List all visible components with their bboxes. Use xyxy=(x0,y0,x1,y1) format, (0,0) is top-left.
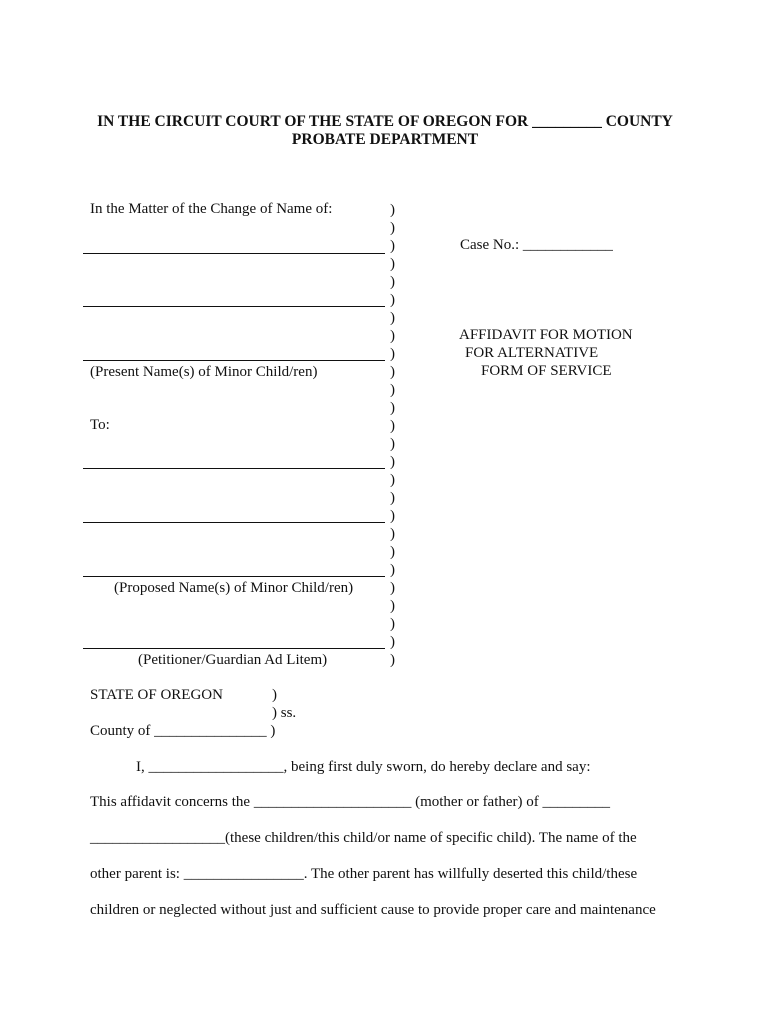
venue-ss: ) ss. xyxy=(272,705,297,721)
caption-paren: ) xyxy=(390,490,395,506)
petitioner-label: (Petitioner/Guardian Ad Litem) xyxy=(138,652,328,668)
present-name-line-2[interactable] xyxy=(83,306,385,307)
affidavit-title-line-2: FOR ALTERNATIVE xyxy=(465,345,599,361)
caption-paren: ) xyxy=(390,310,395,326)
caption-paren: ) xyxy=(390,634,395,650)
caption-paren: ) xyxy=(390,382,395,398)
caption-paren: ) xyxy=(390,436,395,452)
caption-paren: ) xyxy=(390,616,395,632)
matter-label: In the Matter of the Change of Name of: xyxy=(90,201,333,217)
to-label: To: xyxy=(90,417,110,433)
caption-paren: ) xyxy=(390,562,395,578)
department-heading: PROBATE DEPARTMENT xyxy=(291,131,479,148)
caption-paren: ) xyxy=(390,598,395,614)
caption-paren: ) xyxy=(390,526,395,542)
declaration-paragraph: I, __________________, being first duly sworn, do hereby declare and say: xyxy=(136,759,591,775)
caption-paren: ) xyxy=(390,364,395,380)
affidavit-title-line-1: AFFIDAVIT FOR MOTION xyxy=(459,327,633,343)
body-line-4: children or neglected without just and sufficient cause to provide proper care and maintenance xyxy=(90,902,656,918)
venue-paren: ) xyxy=(272,687,277,703)
caption-paren: ) xyxy=(390,292,395,308)
caption-paren: ) xyxy=(390,418,395,434)
caption-paren: ) xyxy=(390,544,395,560)
caption-paren: ) xyxy=(390,328,395,344)
proposed-name-line-2[interactable] xyxy=(83,522,385,523)
court-heading: IN THE CIRCUIT COURT OF THE STATE OF OREGON FOR _________ COUNTY xyxy=(97,113,673,130)
caption-paren: ) xyxy=(390,274,395,290)
body-line-1: This affidavit concerns the _____________________ (mother or father) of _________ xyxy=(90,794,611,810)
caption-paren: ) xyxy=(390,508,395,524)
case-number: Case No.: ____________ xyxy=(460,237,613,253)
venue-county: County of _______________ ) xyxy=(90,723,276,739)
caption-paren: ) xyxy=(390,580,395,596)
body-line-3: other parent is: ________________. The other parent has willfully deserted this child/these xyxy=(90,866,638,882)
petitioner-line[interactable] xyxy=(83,648,385,649)
venue-state: STATE OF OREGON xyxy=(90,687,223,703)
caption-paren: ) xyxy=(390,400,395,416)
caption-paren: ) xyxy=(390,238,395,254)
proposed-name-line-3[interactable] xyxy=(83,576,385,577)
present-name-line-3[interactable] xyxy=(83,360,385,361)
body-line-2: __________________(these children/this child/or name of specific child). The name of the xyxy=(90,830,637,846)
caption-paren: ) xyxy=(390,256,395,272)
proposed-name-label: (Proposed Name(s) of Minor Child/ren) xyxy=(114,580,354,596)
caption-paren: ) xyxy=(390,652,395,668)
affidavit-title-line-3: FORM OF SERVICE xyxy=(481,363,612,379)
caption-paren: ) xyxy=(390,220,395,236)
present-name-line-1[interactable] xyxy=(83,253,385,254)
caption-paren: ) xyxy=(390,454,395,470)
caption-paren: ) xyxy=(390,346,395,362)
proposed-name-line-1[interactable] xyxy=(83,468,385,469)
present-name-label: (Present Name(s) of Minor Child/ren) xyxy=(90,364,318,380)
caption-paren: ) xyxy=(390,472,395,488)
caption-paren: ) xyxy=(390,202,395,218)
